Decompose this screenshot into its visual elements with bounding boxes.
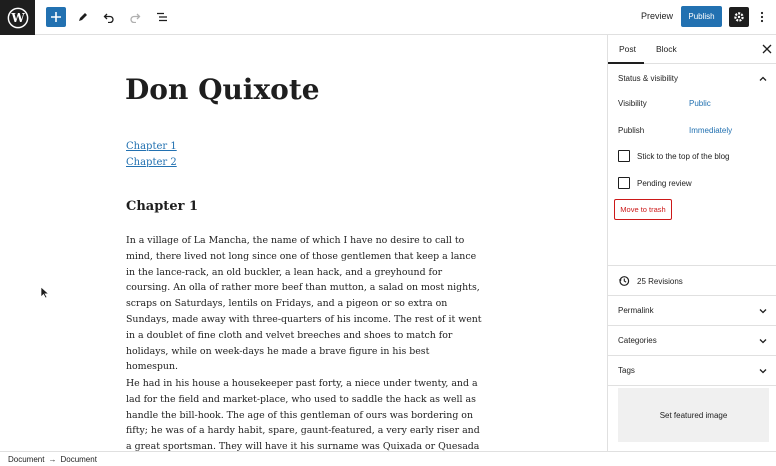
preview-button[interactable]: Preview	[641, 11, 674, 21]
set-featured-image-button[interactable]: Set featured image	[618, 388, 769, 442]
panel-title: Tags	[618, 366, 635, 375]
redo-icon	[129, 11, 141, 23]
more-vertical-icon	[760, 11, 764, 23]
permalink-panel-toggle[interactable]	[608, 296, 776, 326]
revisions-link[interactable]	[608, 266, 776, 296]
chevron-down-icon	[758, 366, 768, 376]
close-icon[interactable]	[761, 43, 773, 55]
gear-icon	[733, 11, 745, 23]
toc-link-chapter-2[interactable]: Chapter 2	[126, 157, 177, 168]
editor-canvas[interactable]	[0, 35, 607, 451]
tags-panel-toggle[interactable]	[608, 356, 776, 386]
edit-tools-button[interactable]	[73, 7, 93, 27]
breadcrumb-document[interactable]: Document	[8, 454, 45, 464]
panel-title: Permalink	[618, 306, 654, 315]
status-visibility-panel-toggle[interactable]	[608, 64, 776, 94]
publish-date-toggle[interactable]: Immediately	[689, 126, 733, 135]
post-title[interactable]: Don Quixote	[125, 73, 320, 106]
pencil-icon	[77, 11, 89, 23]
panel-title: Status & visibility	[618, 74, 679, 83]
wordpress-logo-icon[interactable]	[0, 0, 35, 35]
tab-block[interactable]: Block	[656, 44, 677, 54]
chevron-down-icon	[758, 306, 768, 316]
visibility-label: Visibility	[618, 99, 647, 108]
revisions-label: 25 Revisions	[637, 277, 683, 286]
block-breadcrumb	[0, 451, 776, 466]
editor-toolbar	[0, 0, 776, 35]
chevron-up-icon	[758, 74, 768, 84]
settings-button[interactable]	[729, 7, 749, 27]
table-of-contents	[126, 139, 177, 171]
list-view-button[interactable]	[152, 7, 172, 27]
add-block-button[interactable]	[46, 7, 66, 27]
tab-post[interactable]: Post	[619, 44, 637, 54]
settings-sidebar	[607, 35, 776, 451]
undo-button[interactable]	[99, 7, 119, 27]
stick-to-top-checkbox[interactable]	[618, 150, 630, 162]
options-button[interactable]	[755, 7, 769, 27]
publish-date-label: Publish	[618, 126, 645, 135]
list-view-icon	[156, 11, 168, 23]
chapter-heading[interactable]: Chapter 1	[126, 199, 199, 214]
paragraph-block[interactable]: In a village of La Mancha, the name of which I have no desire to call to mind, there lived not long since one of those gentlemen that keep a lance in the lance-rack, an old buckler, a lean hack, and a greyhound for coursing. An olla of rather more beef than mutton, a salad on most nights, scraps on Saturdays, lentils on Fridays, and a pigeon or so extra on Sundays, made away with three-quarters of his income. The rest of it went in a doublet of fine cloth and velvet breeches and shoes to match for holidays, while on week-days he made a brave figure in his best homespun.	[126, 235, 482, 373]
move-to-trash-button[interactable]: Move to trash	[614, 199, 672, 220]
breadcrumb-document-current: Document	[60, 454, 97, 464]
panel-title: Categories	[618, 336, 657, 345]
stick-to-top-label[interactable]: Stick to the top of the blog	[637, 152, 730, 161]
chevron-down-icon	[758, 336, 768, 346]
redo-button[interactable]	[125, 7, 145, 27]
pending-review-checkbox[interactable]	[618, 177, 630, 189]
categories-panel-toggle[interactable]	[608, 326, 776, 356]
svg-text:W: W	[10, 10, 25, 25]
visibility-toggle[interactable]: Public	[689, 99, 711, 108]
publish-button[interactable]: Publish	[681, 6, 722, 27]
toc-link-chapter-1[interactable]: Chapter 1	[126, 141, 177, 152]
sidebar-tabs	[608, 35, 776, 64]
mouse-pointer-icon	[40, 286, 49, 299]
paragraph-block[interactable]: He had in his house a housekeeper past forty, a niece under twenty, and a lad for the field and market-place, who used to saddle the hack as well as handle the bill-hook. The age of this gentleman of ours was bordering on fifty; he was of a hardy habit, spare, gaunt-featured, a very early riser and a great sportsman. They will have it his surname was Quixada or Quesada	[126, 378, 480, 451]
undo-icon	[103, 11, 115, 23]
breadcrumb-separator: →	[48, 454, 57, 464]
pending-review-label[interactable]: Pending review	[637, 179, 692, 188]
plus-icon	[50, 11, 62, 23]
status-visibility-panel	[608, 94, 776, 266]
history-icon	[618, 275, 630, 287]
